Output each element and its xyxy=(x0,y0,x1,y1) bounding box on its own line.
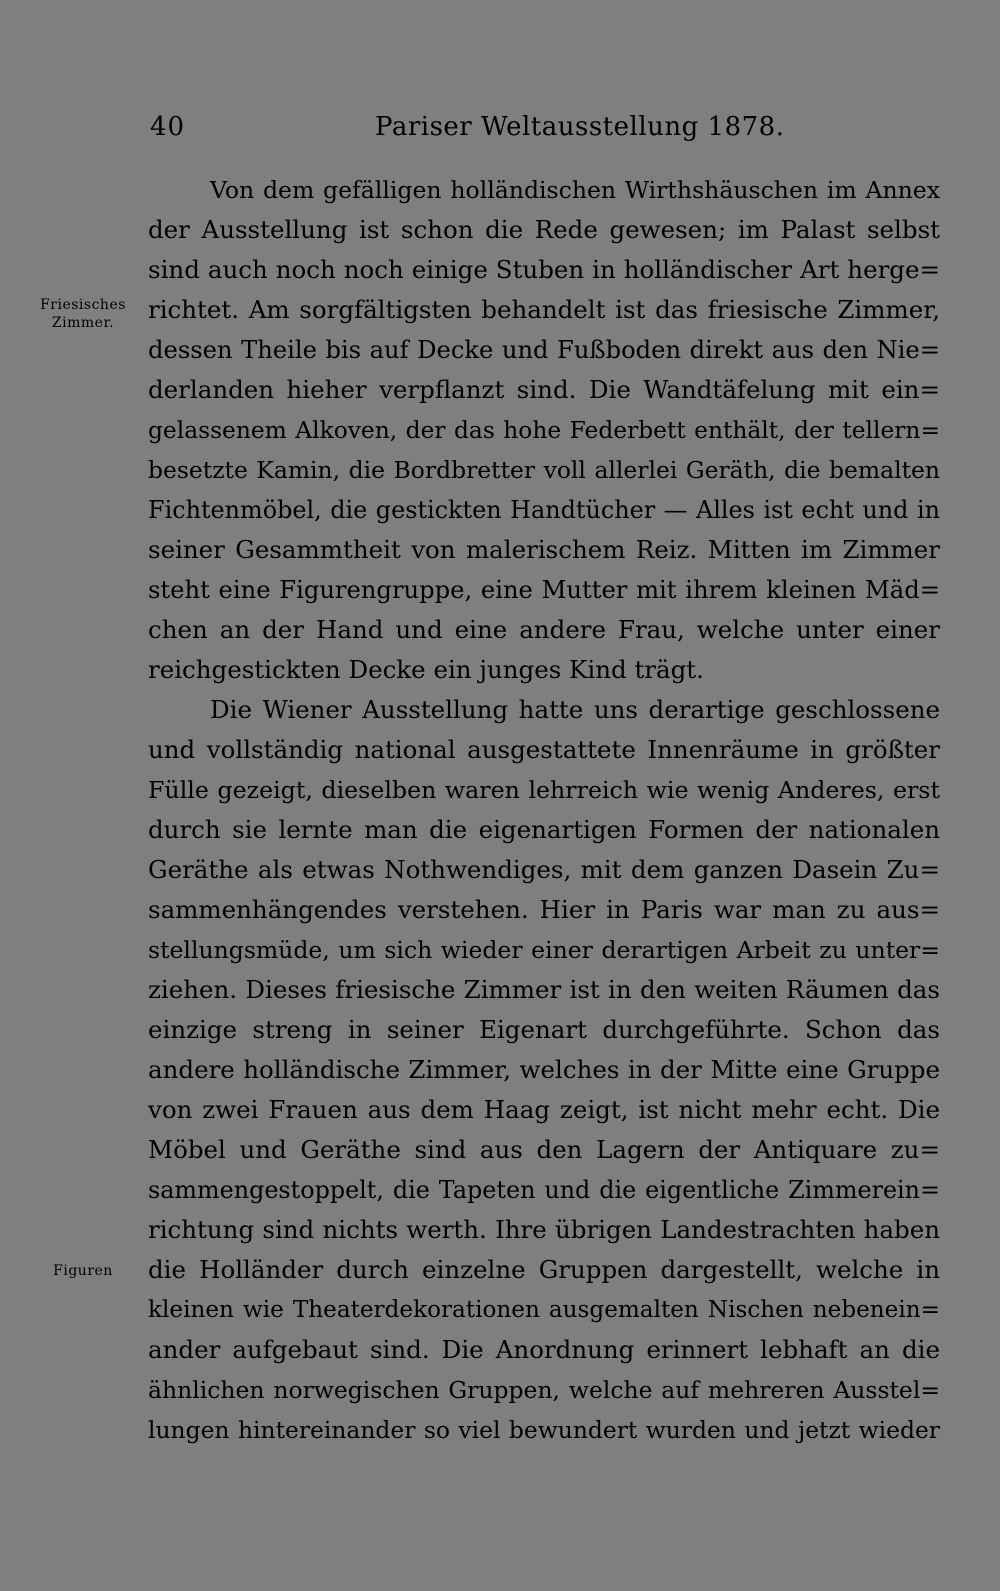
text-line: sammengestoppelt, die Tapeten und die eigentliche Zimmerein= xyxy=(148,1176,940,1204)
running-title: Pariser Weltausstellung 1878. xyxy=(375,112,785,142)
paragraph-1 xyxy=(148,170,940,690)
text-line: chen an der Hand und eine andere Frau, welche unter einer xyxy=(148,615,940,644)
text-line: lungen hintereinander so viel bewundert wurden und jetzt wieder xyxy=(148,1416,940,1444)
text-line: Geräthe als etwas Nothwendiges, mit dem ganzen Dasein Zu= xyxy=(148,855,940,884)
text-line: dessen Theile bis auf Decke und Fußboden direkt aus den Nie= xyxy=(148,336,940,364)
text-line: Die Wiener Ausstellung hatte uns derartige geschlossene xyxy=(210,695,940,724)
text-line: ähnlichen norwegischen Gruppen, welche auf mehreren Ausstel= xyxy=(148,1376,940,1404)
text-line: richtung sind nichts werth. Ihre übrigen Landestrachten haben xyxy=(148,1215,940,1244)
text-line: ander aufgebaut sind. Die Anordnung erinnert lebhaft an die xyxy=(148,1335,940,1364)
text-line: und vollständig national ausgestattete Innenräume in größter xyxy=(148,735,940,764)
marginal-note-friesisches-zimmer xyxy=(28,296,138,332)
text-line: durch sie lernte man die eigenartigen Formen der nationalen xyxy=(148,815,940,844)
text-line: steht eine Figurengruppe, eine Mutter mit ihrem kleinen Mäd= xyxy=(148,576,940,604)
marginal-note-line: Figuren xyxy=(53,1263,113,1279)
text-line: kleinen wie Theaterdekorationen ausgemalten Nischen nebenein= xyxy=(148,1297,940,1323)
text-line: richtet. Am sorgfältigsten behandelt ist das friesische Zimmer, xyxy=(148,295,940,324)
text-line: Von dem gefälligen holländischen Wirthshäuschen im Annex xyxy=(210,176,940,204)
text-line: die Holländer durch einzelne Gruppen dargestellt, welche in xyxy=(148,1255,940,1284)
text-line: Fülle gezeigt, dieselben waren lehrreich wie wenig Anderes, erst xyxy=(148,776,940,804)
page-number: 40 xyxy=(150,112,186,142)
text-line: reichgestickten Decke ein junges Kind trägt. xyxy=(148,655,704,684)
text-line: Fichtenmöbel, die gestickten Handtücher — Alles ist echt und in xyxy=(148,496,940,524)
marginal-note-line: Friesisches xyxy=(40,297,126,313)
text-line: von zwei Frauen aus dem Haag zeigt, ist nicht mehr echt. Die xyxy=(148,1095,940,1124)
text-line: ziehen. Dieses friesische Zimmer ist in den weiten Räumen das xyxy=(148,975,940,1004)
text-line: besetzte Kamin, die Bordbretter voll allerlei Geräth, die bemalten xyxy=(148,456,940,484)
marginal-note-line: Zimmer. xyxy=(51,315,115,331)
text-line: seiner Gesammtheit von malerischem Reiz. Mitten im Zimmer xyxy=(148,535,940,564)
paragraph-2 xyxy=(148,690,940,1450)
text-line: der Ausstellung ist schon die Rede gewesen; im Palast selbst xyxy=(148,215,940,244)
text-line: Möbel und Geräthe sind aus den Lagern der Antiquare zu= xyxy=(148,1135,940,1164)
text-line: derlanden hieher verpflanzt sind. Die Wandtäfelung mit ein= xyxy=(148,375,940,404)
text-line: gelassenem Alkoven, der das hohe Federbett enthält, der tellern= xyxy=(148,416,940,444)
marginal-note-figuren xyxy=(28,1262,138,1280)
text-line: stellungsmüde, um sich wieder einer derartigen Arbeit zu unter= xyxy=(148,936,940,964)
page-header xyxy=(150,112,935,152)
body-text xyxy=(148,170,940,1450)
text-line: einzige streng in seiner Eigenart durchgeführte. Schon das xyxy=(148,1015,940,1044)
text-line: andere holländische Zimmer, welches in der Mitte eine Gruppe xyxy=(148,1055,940,1084)
text-line: sind auch noch noch einige Stuben in holländischer Art herge= xyxy=(148,255,940,284)
text-line: sammenhängendes verstehen. Hier in Paris war man zu aus= xyxy=(148,895,940,924)
